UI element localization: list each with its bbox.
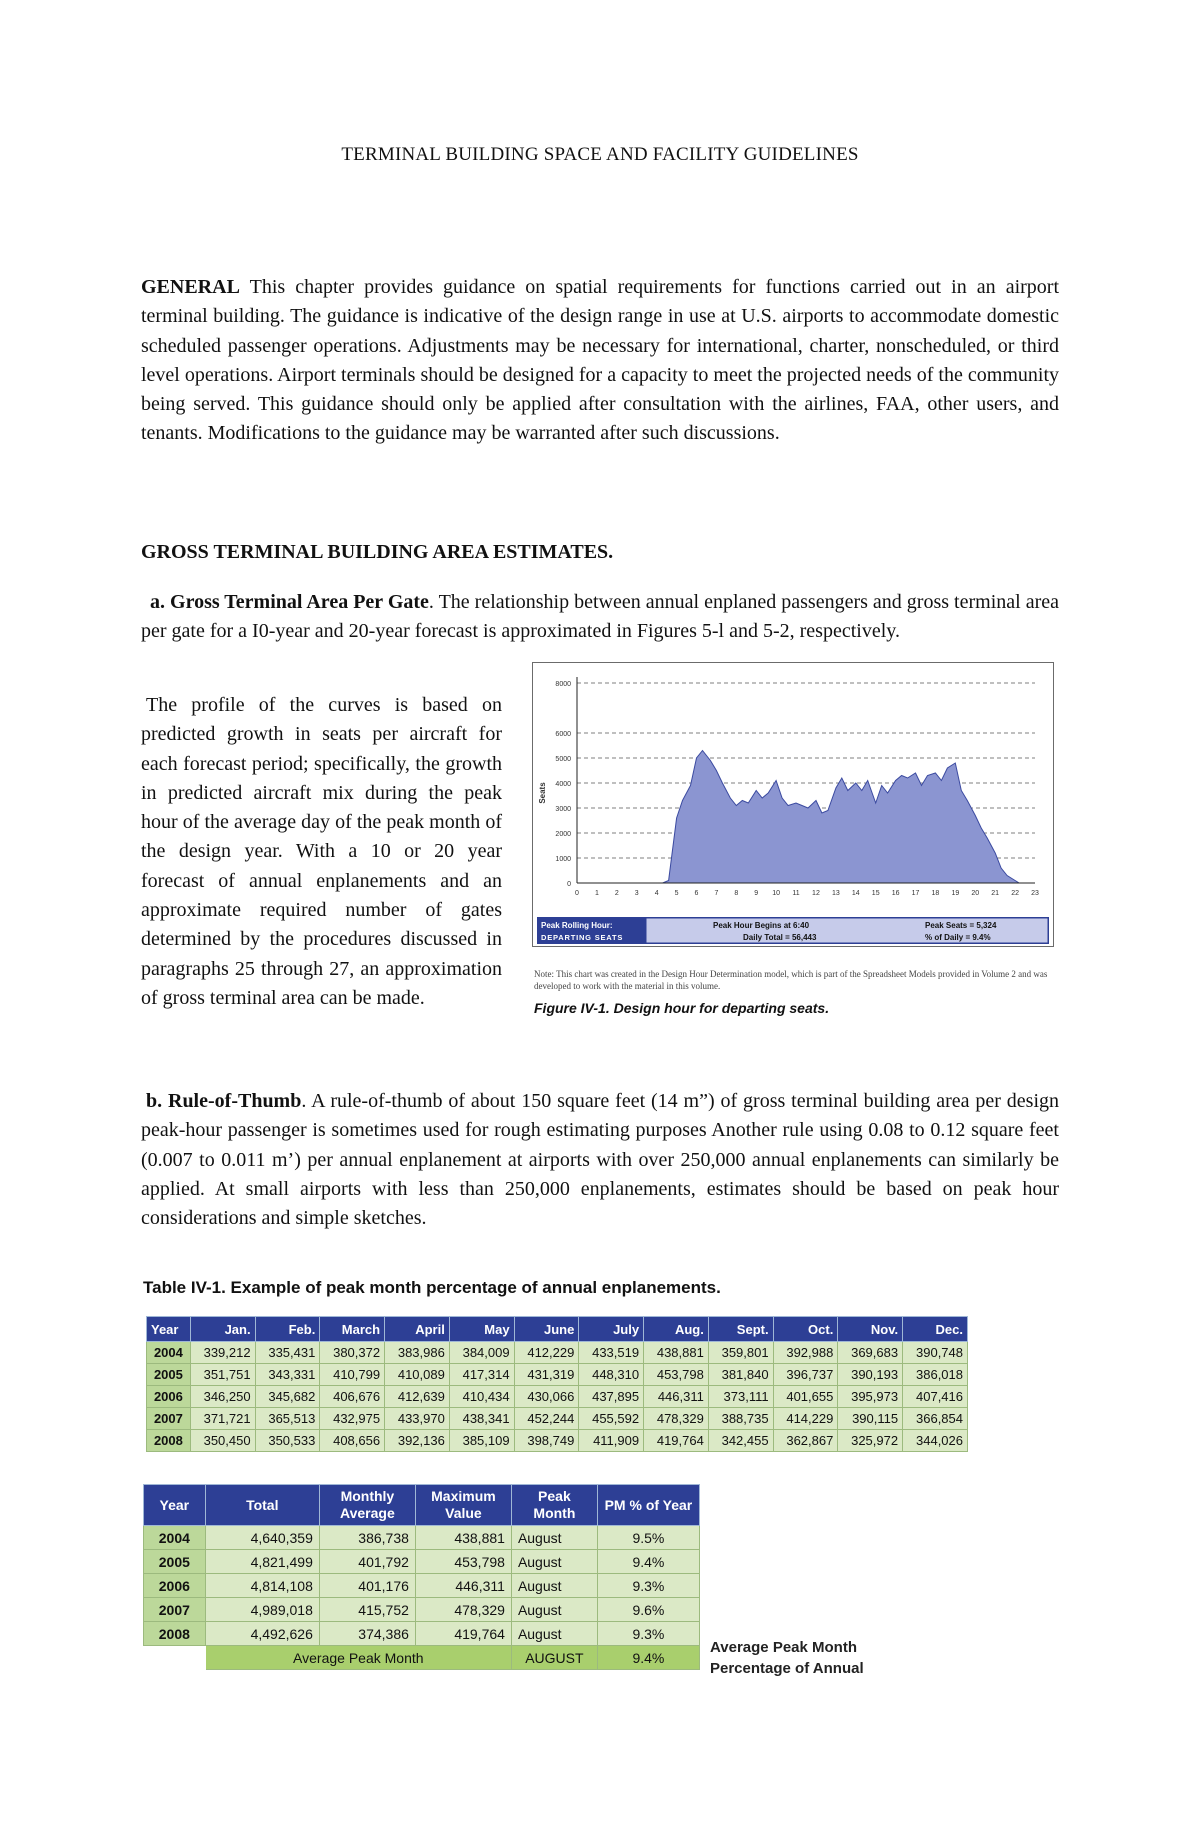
value-cell: 430,066 (514, 1386, 579, 1408)
value-cell: 383,986 (385, 1342, 450, 1364)
departing-seats-area (577, 751, 1019, 884)
x-tick-label: 6 (694, 890, 699, 897)
x-tick-label: 1 (594, 890, 599, 897)
peak-month-cell: August (511, 1574, 597, 1598)
section-b-label: b. Rule-of-Thumb (146, 1090, 302, 1112)
year-cell: 2005 (144, 1550, 206, 1574)
x-tick-label: 15 (871, 890, 880, 897)
general-label: GENERAL (141, 276, 240, 298)
value-cell: 366,854 (903, 1408, 968, 1430)
total-cell: 4,814,108 (205, 1574, 319, 1598)
year-cell: 2005 (147, 1364, 191, 1386)
maximum-value-cell: 453,798 (415, 1550, 511, 1574)
year-cell: 2004 (144, 1526, 206, 1550)
average-side-note (710, 1637, 864, 1679)
pm-percent-cell: 9.4% (597, 1550, 699, 1574)
value-cell: 431,319 (514, 1364, 579, 1386)
y-tick-label: 0 (567, 881, 571, 888)
x-tick-label: 2 (614, 890, 619, 897)
section-a-label: a. Gross Terminal Area Per Gate (150, 591, 429, 613)
x-tick-label: 12 (812, 890, 820, 897)
peak-rolling-hour-label: Peak Rolling Hour: (541, 921, 613, 930)
x-tick-label: 20 (971, 890, 980, 897)
value-cell: 406,676 (320, 1386, 385, 1408)
year-cell: 2007 (147, 1408, 191, 1430)
table1-header: Oct. (773, 1317, 838, 1342)
table-row (144, 1526, 700, 1550)
table-row (147, 1408, 968, 1430)
peak-month-cell: August (511, 1622, 597, 1646)
peak-hour-begins: Peak Hour Begins at 6:40 (713, 921, 810, 930)
value-cell: 359,801 (708, 1342, 773, 1364)
value-cell: 453,798 (644, 1364, 709, 1386)
monthly-average-cell: 401,176 (319, 1574, 415, 1598)
value-cell: 351,751 (190, 1364, 255, 1386)
year-cell: 2008 (147, 1430, 191, 1452)
figure-caption: Figure IV-1. Design hour for departing seats. (534, 1000, 830, 1016)
value-cell: 433,519 (579, 1342, 644, 1364)
value-cell: 369,683 (838, 1342, 903, 1364)
value-cell: 345,682 (255, 1386, 320, 1408)
value-cell: 385,109 (449, 1430, 514, 1452)
pm-percent-cell: 9.6% (597, 1598, 699, 1622)
table1-header: April (385, 1317, 450, 1342)
value-cell: 478,329 (644, 1408, 709, 1430)
table2-header: Total (205, 1485, 319, 1526)
table2-header: Year (144, 1485, 206, 1526)
value-cell: 325,972 (838, 1430, 903, 1452)
value-cell: 438,341 (449, 1408, 514, 1430)
value-cell: 346,250 (190, 1386, 255, 1408)
table2-header: PM % of Year (597, 1485, 699, 1526)
table2-header-row (144, 1485, 700, 1526)
x-tick-label: 13 (831, 890, 840, 897)
value-cell: 390,193 (838, 1364, 903, 1386)
value-cell: 371,721 (190, 1408, 255, 1430)
table-row (144, 1550, 700, 1574)
value-cell: 392,136 (385, 1430, 450, 1452)
year-cell: 2008 (144, 1622, 206, 1646)
value-cell: 339,212 (190, 1342, 255, 1364)
x-tick-label: 21 (991, 890, 1000, 897)
value-cell: 407,416 (903, 1386, 968, 1408)
value-cell: 392,988 (773, 1342, 838, 1364)
table1-header: March (320, 1317, 385, 1342)
total-cell: 4,989,018 (205, 1598, 319, 1622)
table2-header: Peak Month (511, 1485, 597, 1526)
table-row (147, 1386, 968, 1408)
profile-paragraph (141, 691, 502, 1013)
monthly-average-cell: 415,752 (319, 1598, 415, 1622)
table1-header-row (147, 1317, 968, 1342)
peak-month-cell: August (511, 1550, 597, 1574)
table-row (144, 1574, 700, 1598)
value-cell: 446,311 (644, 1386, 709, 1408)
value-cell: 432,975 (320, 1408, 385, 1430)
x-tick-label: 19 (951, 890, 960, 897)
pm-percent-cell: 9.3% (597, 1574, 699, 1598)
table1-header: Nov. (838, 1317, 903, 1342)
x-tick-label: 11 (792, 890, 800, 897)
x-tick-label: 23 (1031, 890, 1039, 897)
value-cell: 410,089 (385, 1364, 450, 1386)
x-tick-label: 5 (674, 890, 679, 897)
x-tick-label: 22 (1011, 890, 1019, 897)
peak-month-cell: August (511, 1598, 597, 1622)
total-cell: 4,640,359 (205, 1526, 319, 1550)
value-cell: 417,314 (449, 1364, 514, 1386)
maximum-value-cell: 419,764 (415, 1622, 511, 1646)
x-tick-label: 14 (851, 890, 860, 897)
year-cell: 2006 (144, 1574, 206, 1598)
value-cell: 350,533 (255, 1430, 320, 1452)
table1-body (147, 1342, 968, 1452)
value-cell: 362,867 (773, 1430, 838, 1452)
y-tick-label: 5000 (555, 756, 571, 763)
x-tick-label: 3 (634, 890, 639, 897)
peak-month-cell: August (511, 1526, 597, 1550)
value-cell: 411,909 (579, 1430, 644, 1452)
side-note-line-2: Percentage of Annual (710, 1660, 864, 1677)
y-tick-labels (555, 681, 571, 888)
monthly-average-cell: 374,386 (319, 1622, 415, 1646)
value-cell: 390,115 (838, 1408, 903, 1430)
table1-header: July (579, 1317, 644, 1342)
table1-header: Aug. (644, 1317, 709, 1342)
table-row (144, 1622, 700, 1646)
x-tick-label: 8 (734, 890, 739, 897)
value-cell: 350,450 (190, 1430, 255, 1452)
table-row (147, 1430, 968, 1452)
value-cell: 414,229 (773, 1408, 838, 1430)
table1-header: Feb. (255, 1317, 320, 1342)
daily-total: Daily Total = 56,443 (743, 933, 817, 942)
pm-percent-cell: 9.5% (597, 1526, 699, 1550)
year-cell: 2006 (147, 1386, 191, 1408)
profile-text: The profile of the curves is based on predicted growth in seats per aircraft for each forecast period; specifically, the growth in predicted aircraft mix during the peak hour of the average day of the peak month of the design year. With a 10 or 20 year forecast of annual enplanements and an approximate required number of gates determined by the procedures discussed in paragraphs 25 through 27, an approximation of gross terminal area can be made. (141, 694, 502, 1009)
x-tick-label: 0 (575, 890, 579, 897)
design-hour-chart (533, 663, 1053, 946)
peak-seats: Peak Seats = 5,324 (925, 921, 997, 930)
year-cell: 2007 (144, 1598, 206, 1622)
gross-terminal-heading: GROSS TERMINAL BUILDING AREA ESTIMATES. (141, 541, 614, 563)
x-tick-label: 7 (714, 890, 719, 897)
pm-percent-cell: 9.3% (597, 1622, 699, 1646)
table1-header: Jan. (190, 1317, 255, 1342)
average-percent: 9.4% (597, 1646, 699, 1670)
y-axis-label: Seats (538, 782, 547, 804)
x-tick-label: 16 (891, 890, 900, 897)
value-cell: 398,749 (514, 1430, 579, 1452)
table1-caption: Table IV-1. Example of peak month percentage of annual enplanements. (143, 1278, 721, 1297)
average-month: AUGUST (511, 1646, 597, 1670)
total-cell: 4,821,499 (205, 1550, 319, 1574)
value-cell: 401,655 (773, 1386, 838, 1408)
total-cell: 4,492,626 (205, 1622, 319, 1646)
value-cell: 437,895 (579, 1386, 644, 1408)
section-b-paragraph (141, 1087, 1059, 1233)
value-cell: 396,737 (773, 1364, 838, 1386)
table1-header: Sept. (708, 1317, 773, 1342)
side-note-line-1: Average Peak Month (710, 1639, 857, 1656)
value-cell: 343,331 (255, 1364, 320, 1386)
value-cell: 455,592 (579, 1408, 644, 1430)
maximum-value-cell: 446,311 (415, 1574, 511, 1598)
x-tick-label: 9 (754, 890, 759, 897)
value-cell: 408,656 (320, 1430, 385, 1452)
value-cell: 395,973 (838, 1386, 903, 1408)
value-cell: 419,764 (644, 1430, 709, 1452)
y-tick-label: 3000 (555, 806, 571, 813)
section-b-text: . A rule-of-thumb of about 150 square feet (14 m”) of gross terminal building area per design peak-hour passenger is sometimes used for rough estimating purposes Another rule using 0.08 to 0.12 square feet (0.007 to 0.011 m’) per annual enplanement at airports with over 250,000 annual enplanements can similarly be applied. At small airports with less than 250,000 enplanements, estimates should be based on peak hour considerations and simple sketches. (141, 1090, 1059, 1230)
y-tick-label: 1000 (555, 856, 571, 863)
value-cell: 344,026 (903, 1430, 968, 1452)
maximum-value-cell: 438,881 (415, 1526, 511, 1550)
x-tick-label: 10 (772, 890, 781, 897)
value-cell: 412,229 (514, 1342, 579, 1364)
figure-note: Note: This chart was created in the Design Hour Determination model, which is part of the Spreadsheet Models provided in Volume 2 and was developed to work with the material in this volume. (534, 969, 1048, 991)
value-cell: 342,455 (708, 1430, 773, 1452)
value-cell: 388,735 (708, 1408, 773, 1430)
y-tick-label: 2000 (555, 831, 571, 838)
value-cell: 448,310 (579, 1364, 644, 1386)
value-cell: 438,881 (644, 1342, 709, 1364)
value-cell: 335,431 (255, 1342, 320, 1364)
general-text: This chapter provides guidance on spatial requirements for functions carried out in an airport terminal building. The guidance is indicative of the design range in use at U.S. airports to accommodate domestic scheduled passenger operations. Adjustments may be necessary for international, charter, nonscheduled, or third level operations. Airport terminals should be designed for a capacity to meet the projected needs of the community being served. This guidance should only be applied after consultation with the airlines, FAA, other users, and tenants. Modifications to the guidance may be warranted after such discussions. (141, 276, 1059, 445)
monthly-enplanements-table (146, 1316, 968, 1452)
value-cell: 380,372 (320, 1342, 385, 1364)
average-label: Average Peak Month (205, 1646, 511, 1670)
maximum-value-cell: 478,329 (415, 1598, 511, 1622)
y-tick-label: 8000 (555, 681, 571, 688)
value-cell: 365,513 (255, 1408, 320, 1430)
table1-header: June (514, 1317, 579, 1342)
value-cell: 384,009 (449, 1342, 514, 1364)
x-tick-labels (575, 890, 1039, 897)
average-row (144, 1646, 700, 1670)
table-row (147, 1342, 968, 1364)
value-cell: 410,799 (320, 1364, 385, 1386)
value-cell: 452,244 (514, 1408, 579, 1430)
average-blank-cell (144, 1646, 206, 1670)
x-tick-label: 4 (654, 890, 659, 897)
departing-seats-label: DEPARTING SEATS (541, 933, 624, 942)
design-hour-figure (532, 662, 1054, 947)
x-tick-label: 17 (911, 890, 920, 897)
monthly-average-cell: 401,792 (319, 1550, 415, 1574)
section-a-text: . The relationship between annual enplaned passengers and gross terminal area per gate for a I0-year and 20-year forecast is approximated in Figures 5-l and 5-2, respectively. (141, 591, 1059, 643)
value-cell: 381,840 (708, 1364, 773, 1386)
year-cell: 2004 (147, 1342, 191, 1364)
value-cell: 386,018 (903, 1364, 968, 1386)
annual-summary-table (143, 1484, 700, 1670)
value-cell: 373,111 (708, 1386, 773, 1408)
x-tick-label: 18 (931, 890, 940, 897)
general-paragraph (141, 273, 1059, 449)
table-row (147, 1364, 968, 1386)
section-a-paragraph (141, 588, 1059, 647)
table1-header: Dec. (903, 1317, 968, 1342)
table-row (144, 1598, 700, 1622)
y-tick-label: 6000 (555, 731, 571, 738)
table2-header: Maximum Value (415, 1485, 511, 1526)
monthly-average-cell: 386,738 (319, 1526, 415, 1550)
value-cell: 390,748 (903, 1342, 968, 1364)
value-cell: 410,434 (449, 1386, 514, 1408)
percent-of-daily: % of Daily = 9.4% (925, 933, 991, 942)
y-tick-label: 4000 (555, 781, 571, 788)
table2-header: Monthly Average (319, 1485, 415, 1526)
value-cell: 412,639 (385, 1386, 450, 1408)
table1-header: May (449, 1317, 514, 1342)
value-cell: 433,970 (385, 1408, 450, 1430)
page-title: TERMINAL BUILDING SPACE AND FACILITY GUIDELINES (341, 144, 859, 165)
table1-header: Year (147, 1317, 191, 1342)
table2-body (144, 1526, 700, 1646)
